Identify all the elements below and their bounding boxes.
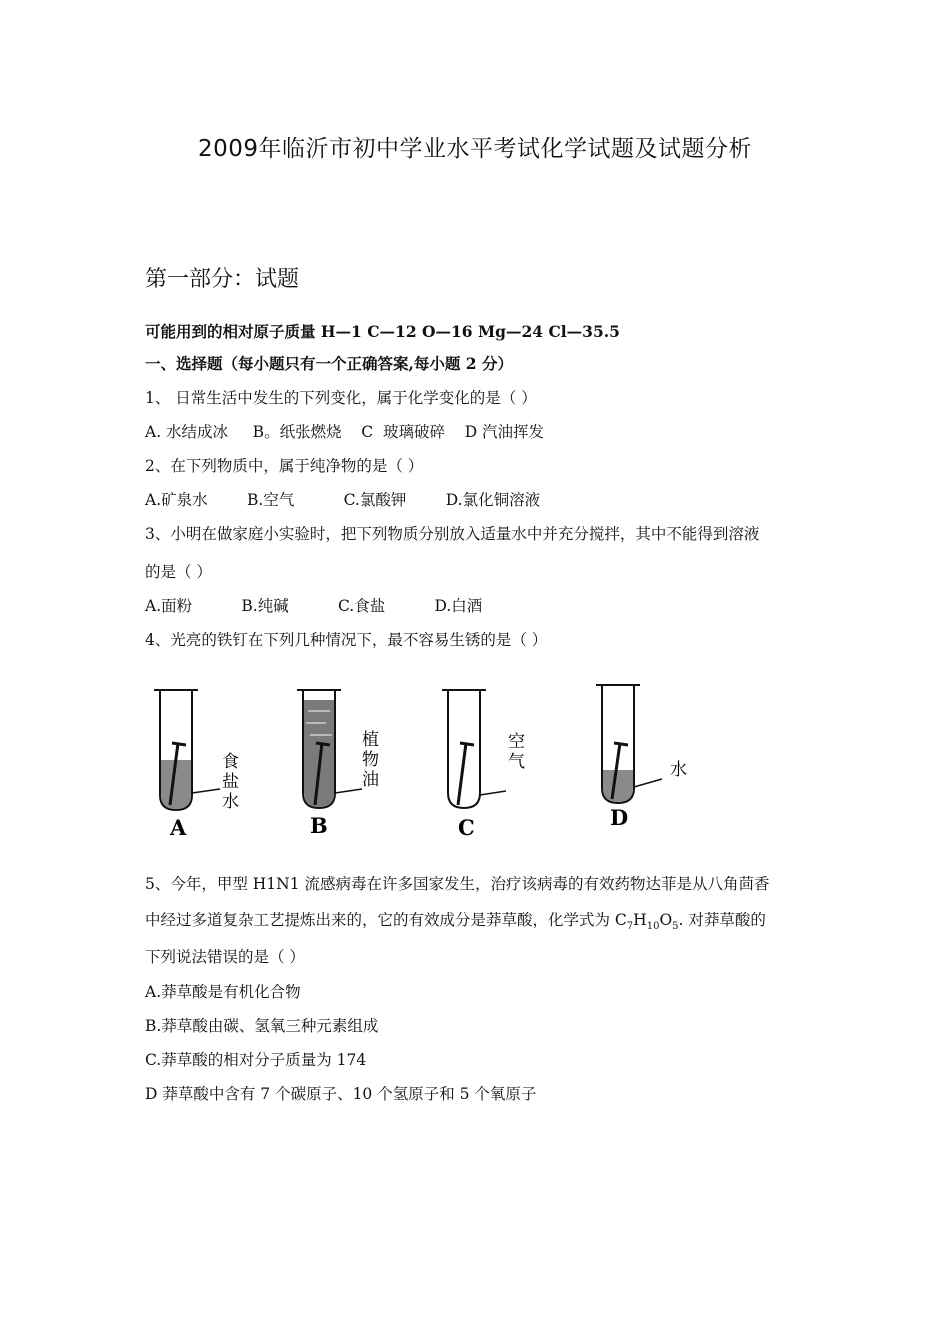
- q1-stem: 1、 日常生活中发生的下列变化，属于化学变化的是（ ）: [145, 389, 537, 407]
- formula-h: H: [633, 911, 647, 929]
- test-tube-figure: [140, 675, 720, 845]
- q5-line2-pre: 中经过多道复杂工艺提炼出来的，它的有效成分是莽草酸，化学式为 C: [145, 911, 627, 929]
- q5-option-a: A.莽草酸是有机化合物: [145, 983, 301, 1001]
- tube-a-label-2: 盐: [222, 772, 239, 792]
- tube-a: [154, 690, 220, 810]
- section-heading: 一、选择题（每小题只有一个正确答案,每小题 2 分）: [145, 354, 513, 373]
- tube-b-letter: B: [310, 813, 328, 838]
- tube-b-label-1: 植: [362, 730, 379, 750]
- q3-options: A.面粉 B.纯碱 C.食盐 D.白酒: [145, 597, 483, 615]
- q3-stem-line1: 3、小明在做家庭小实验时，把下列物质分别放入适量水中并充分搅拌，其中不能得到溶液: [145, 525, 760, 543]
- formula-sub-c: 7: [626, 921, 634, 933]
- q5-option-b: B.莽草酸由碳、氢氧三种元素组成: [145, 1017, 379, 1035]
- tube-b-label-3: 油: [362, 770, 379, 790]
- atomic-masses-line: 可能用到的相对原子质量 H—1 C—12 O—16 Mg—24 Cl—35.5: [145, 322, 620, 341]
- tube-c-label-2: 气: [508, 752, 525, 772]
- tube-b: [297, 690, 362, 808]
- formula-sub-h: 10: [646, 921, 660, 933]
- tube-d: [596, 685, 662, 803]
- tube-a-label-1: 食: [222, 752, 239, 772]
- tube-c-letter: C: [458, 815, 475, 840]
- tube-c: [442, 690, 506, 808]
- formula-o: O: [659, 911, 673, 929]
- formula-sub-o: 5: [672, 921, 679, 933]
- tube-d-label-1: 水: [670, 760, 687, 780]
- q3-stem-line2: 的是（ ）: [145, 563, 212, 581]
- tube-c-label-1: 空: [508, 732, 525, 752]
- part-heading: 第一部分：试题: [145, 267, 300, 292]
- q2-options: A.矿泉水 B.空气 C.氯酸钾 D.氯化铜溶液: [145, 491, 541, 509]
- q4-stem: 4、光亮的铁钉在下列几种情况下，最不容易生锈的是（ ）: [145, 631, 548, 649]
- tube-d-letter: D: [610, 805, 629, 830]
- q5-stem-line2: [145, 908, 766, 932]
- q5-line2-post: . 对莽草酸的: [678, 911, 766, 929]
- tube-b-label-2: 物: [362, 750, 379, 770]
- q5-stem-line3: 下列说法错误的是（ ）: [145, 948, 305, 966]
- q5-stem-line1: 5、今年，甲型 H1N1 流感病毒在许多国家发生，治疗该病毒的有效药物达菲是从八角茴香: [145, 875, 770, 893]
- q5-option-c: C.莽草酸的相对分子质量为 174: [145, 1051, 367, 1069]
- tube-a-letter: A: [170, 815, 187, 840]
- q5-option-d: D 莽草酸中含有 7 个碳原子、10 个氢原子和 5 个氧原子: [145, 1085, 537, 1103]
- document-title: 2009年临沂市初中学业水平考试化学试题及试题分析: [197, 136, 753, 162]
- q2-stem: 2、在下列物质中，属于纯净物的是（ ）: [145, 457, 424, 475]
- q1-options: A. 水结成冰 B。纸张燃烧 C 玻璃破碎 D 汽油挥发: [145, 423, 545, 441]
- tube-a-label-3: 水: [222, 792, 239, 812]
